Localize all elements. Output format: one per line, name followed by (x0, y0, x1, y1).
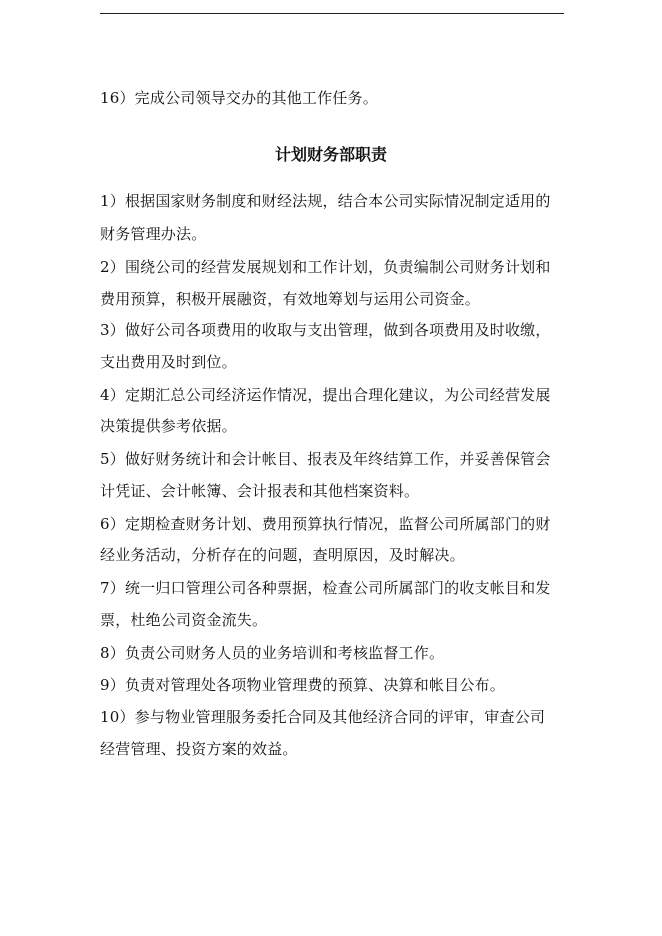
body-line: 6）定期检查财务计划、费用预算执行情况，监督公司所属部门的财 (100, 515, 551, 533)
intro-line: 16）完成公司领导交办的其他工作任务。 (100, 89, 378, 107)
body-line: 2）围绕公司的经营发展规划和工作计划，负责编制公司财务计划和 (100, 258, 551, 276)
body-line: 7）统一归口管理公司各种票据，检查公司所属部门的收支帐目和发 (100, 579, 551, 597)
body-line: 经营管理、投资方案的效益。 (100, 740, 298, 758)
body-line: 费用预算，积极开展融资，有效地筹划与运用公司资金。 (100, 290, 481, 308)
body-line: 计凭证、会计帐簿、会计报表和其他档案资料。 (100, 482, 420, 500)
body-line: 4）定期汇总公司经济运作情况，提出合理化建议，为公司经营发展 (100, 386, 551, 404)
body-line: 票，杜绝公司资金流失。 (100, 611, 268, 629)
body-line: 决策提供参考依据。 (100, 417, 237, 435)
body-line: 9）负责对管理处各项物业管理费的预算、决算和帐目公布。 (100, 676, 505, 694)
section-title: 计划财务部职责 (274, 145, 387, 164)
body-line: 8）负责公司财务人员的业务培训和考核监督工作。 (100, 644, 445, 662)
body-line: 财务管理办法。 (100, 225, 207, 243)
header-rule (100, 13, 564, 14)
body-line: 5）做好财务统计和会计帐目、报表及年终结算工作，并妥善保管会 (100, 450, 551, 468)
body-line: 3）做好公司各项费用的收取与支出管理，做到各项费用及时收缴， (100, 321, 551, 339)
body-line: 支出费用及时到位。 (100, 353, 237, 371)
body-line: 经业务活动，分析存在的问题，查明原因，及时解决。 (100, 546, 465, 564)
body-line: 10）参与物业管理服务委托合同及其他经济合同的评审，审查公司 (100, 708, 546, 726)
body-line: 1）根据国家财务制度和财经法规，结合本公司实际情况制定适用的 (100, 192, 551, 210)
